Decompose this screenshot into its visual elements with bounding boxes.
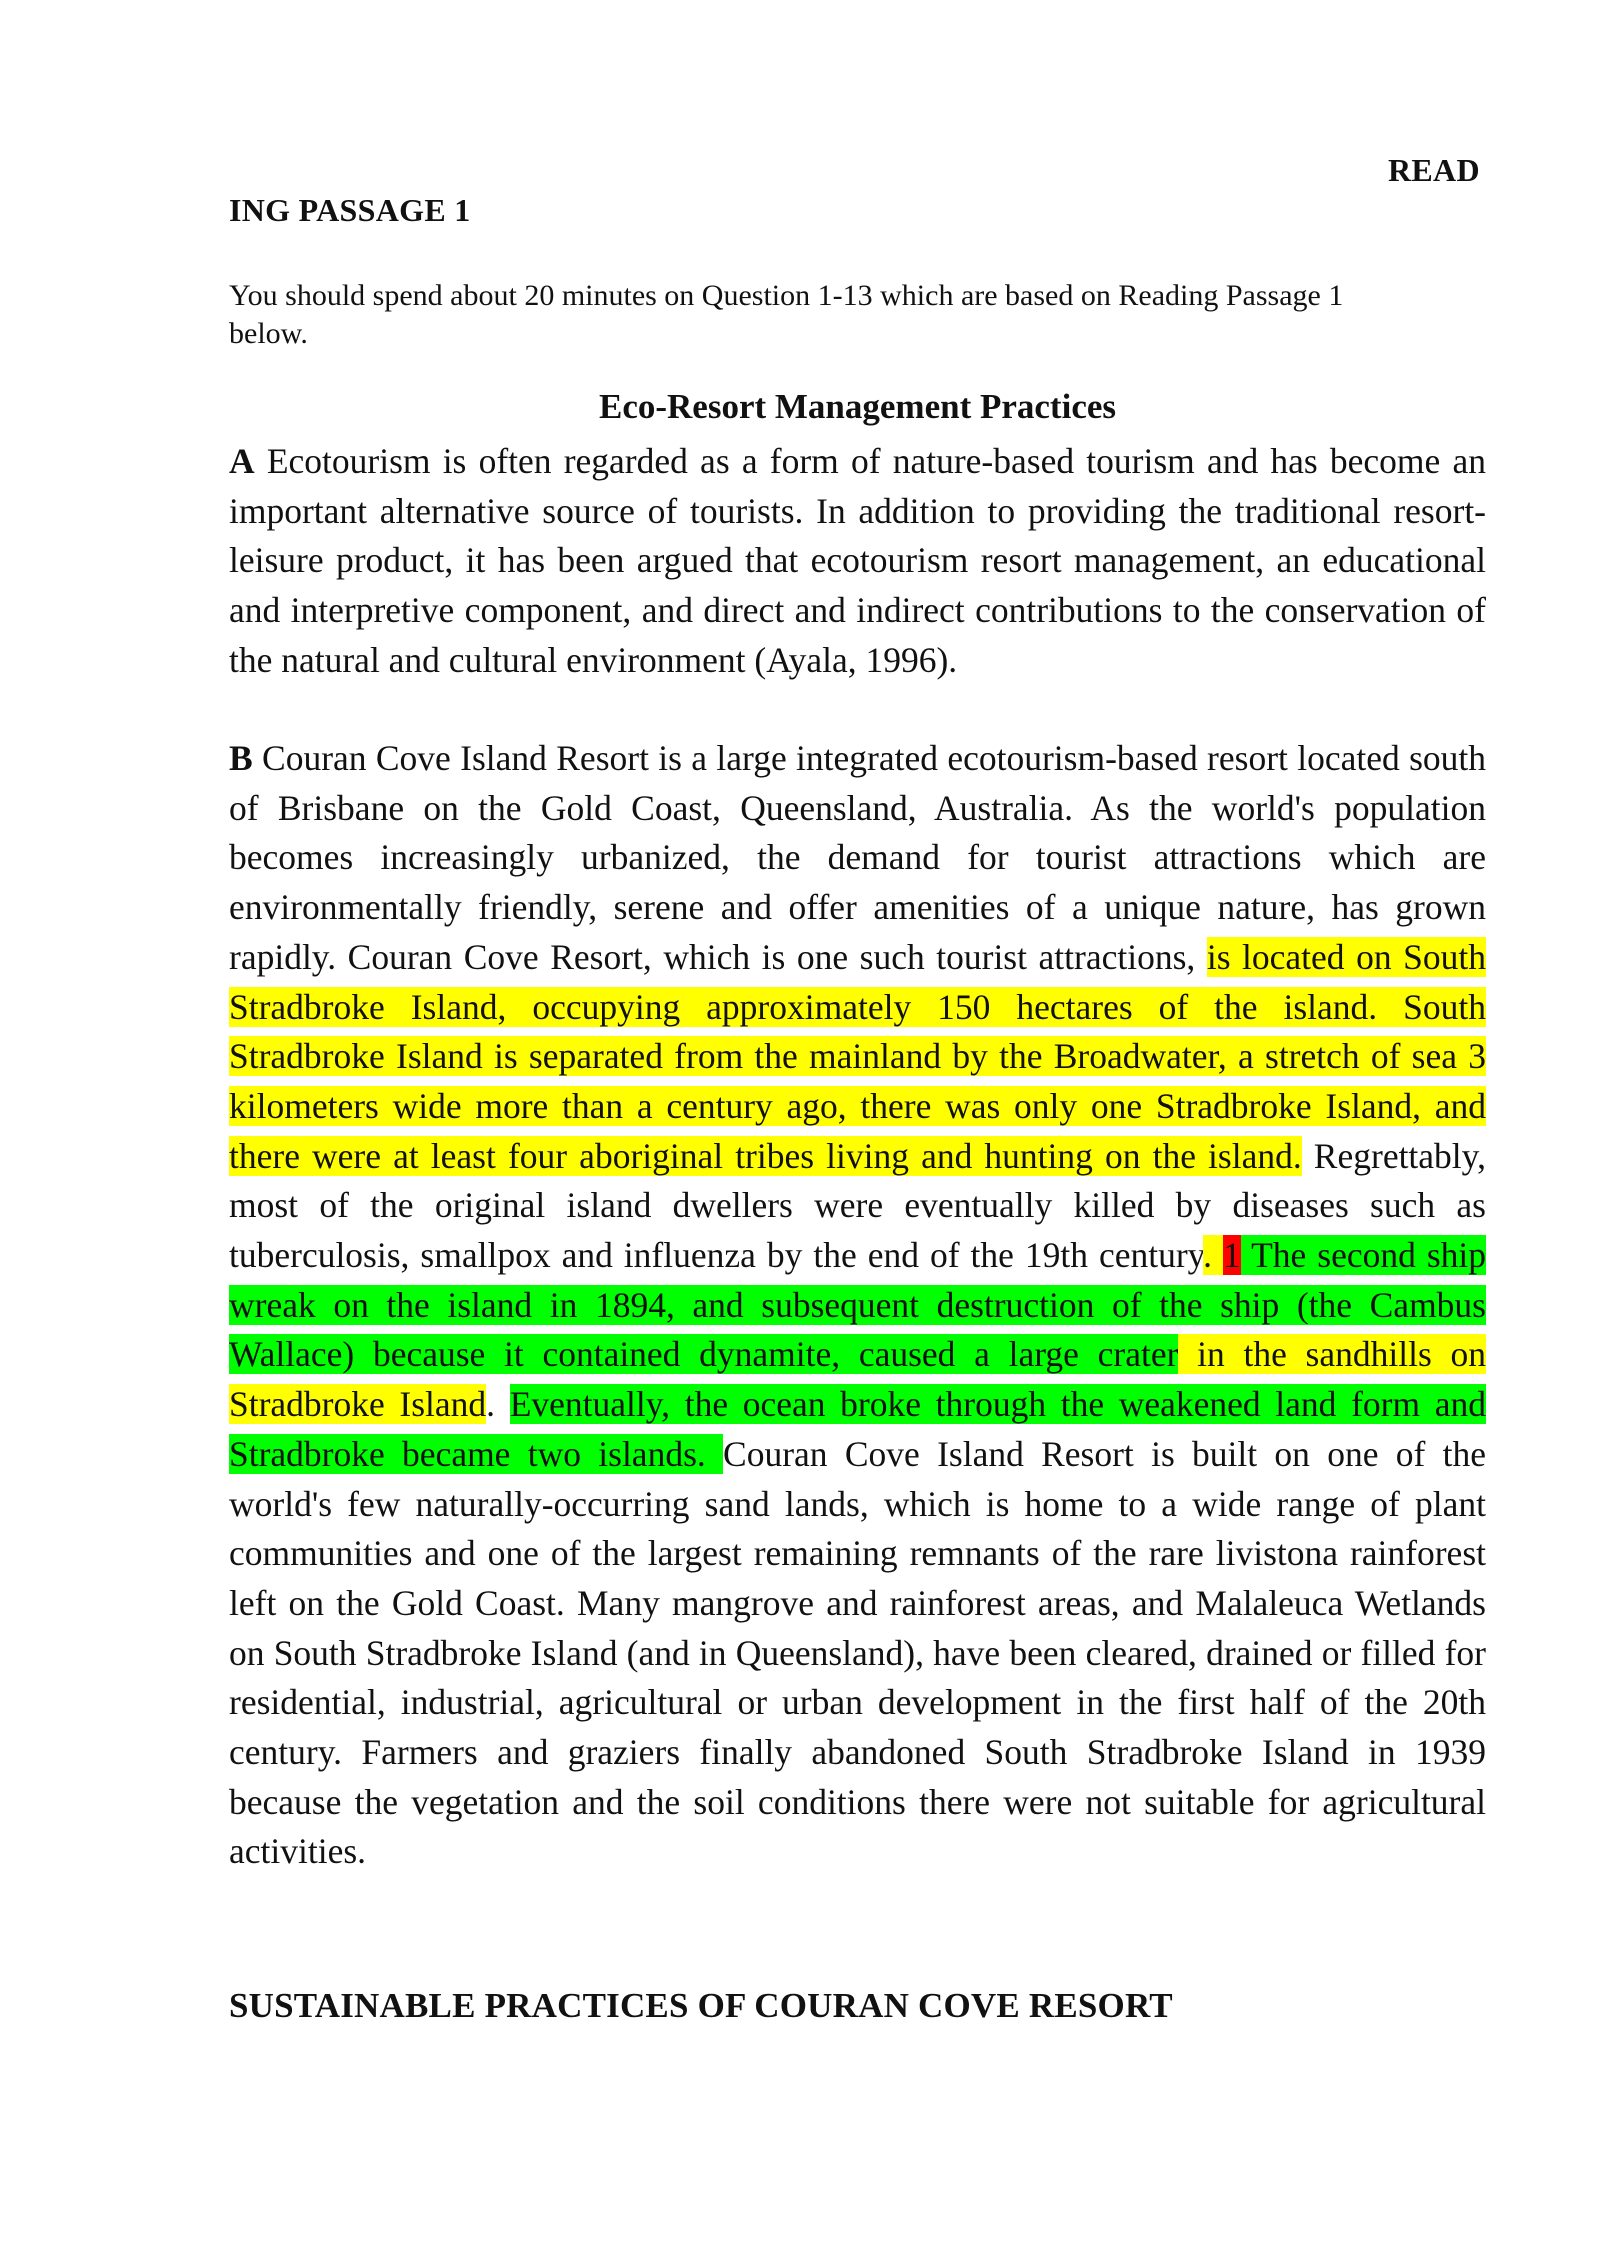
yellow-highlight: in the sandhills on Stradbroke Island bbox=[229, 1334, 1486, 1425]
section-subheading: SUSTAINABLE PRACTICES OF COURAN COVE RESORT bbox=[229, 1986, 1173, 2025]
green-highlight: The second ship wreak on the island in 1894, and subsequent destruction of the ship (the Cambus Wallace) because it contained dynamite, caused a large crater bbox=[229, 1235, 1487, 1375]
paragraph-text: Ecotourism is often regarded as a form of nature-based tourism and has become an important alternative source of tourists. In addition to providing the traditional resort-leisure product, it has been argued that ecotourism resort management, an educational and interpretive component, and direct and indirect contributions to the conservation of the natural and cultural environment (Ayala, 1996). bbox=[229, 441, 1486, 680]
paragraph-text: Couran Cove Island Resort is a large integrated ecotourism-based resort located south of Brisbane on the Gold Coast, Queensland, Australia. As the world's population becomes increasingly urbanized, the demand for tourist attractions which are environmentally friendly, serene and offer amenities of a unique nature, has grown rapidly. Couran Cove Resort, which is one such tourist attractions, bbox=[229, 738, 1486, 977]
question-number-marker: 1 bbox=[1222, 1235, 1241, 1276]
paragraph-text: Regrettably, most of the original island dwellers were eventually killed by diseases such as tuberculosis, smallpox and influenza by the end of the 19th century bbox=[229, 1135, 1486, 1276]
yellow-highlight: is located on South Stradbroke Island, occupying approximately 150 hectares of the island. South Stradbroke Island is separated from the mainland by the Broadwater, a stretch of sea 3 kilometers wide more than a century ago, there was only one Stradbroke Island, and there were at least four aboriginal tribes living and hunting on the island. bbox=[229, 936, 1486, 1176]
heading-fragment-left: ING PASSAGE 1 bbox=[229, 192, 471, 228]
heading-fragment-right: READ bbox=[1388, 152, 1480, 188]
green-highlight: Eventually, the ocean broke through the weakened land form and Stradbroke became two islands. bbox=[229, 1384, 1486, 1474]
paragraph-a bbox=[229, 437, 1486, 686]
paragraph-letter: B bbox=[229, 738, 253, 778]
instruction-text: You should spend about 20 minutes on Question 1-13 which are based on Reading Passage 1 below. bbox=[229, 279, 1344, 350]
yellow-highlight: . bbox=[1203, 1235, 1223, 1276]
paragraph-letter: A bbox=[229, 441, 255, 481]
passage-title: Eco-Resort Management Practices bbox=[598, 387, 1117, 426]
paragraph-b bbox=[229, 734, 1486, 1877]
paragraph-text: Couran Cove Island Resort is built on one of the world's few naturally-occurring sand lands, which is home to a wide range of plant communities and one of the largest remaining remnants of the rare livistona rainforest left on the Gold Coast. Many mangrove and rainforest areas, and Malaleuca Wetlands on South Stradbroke Island (and in Queensland), have been cleared, drained or filled for residential, industrial, agricultural or urban development in the first half of the 20th century. Farmers and graziers finally abandoned South Stradbroke Island in 1939 because the vegetation and the soil conditions there were not suitable for agricultural activities. bbox=[229, 1433, 1486, 1872]
paragraph-text: . bbox=[486, 1384, 510, 1425]
